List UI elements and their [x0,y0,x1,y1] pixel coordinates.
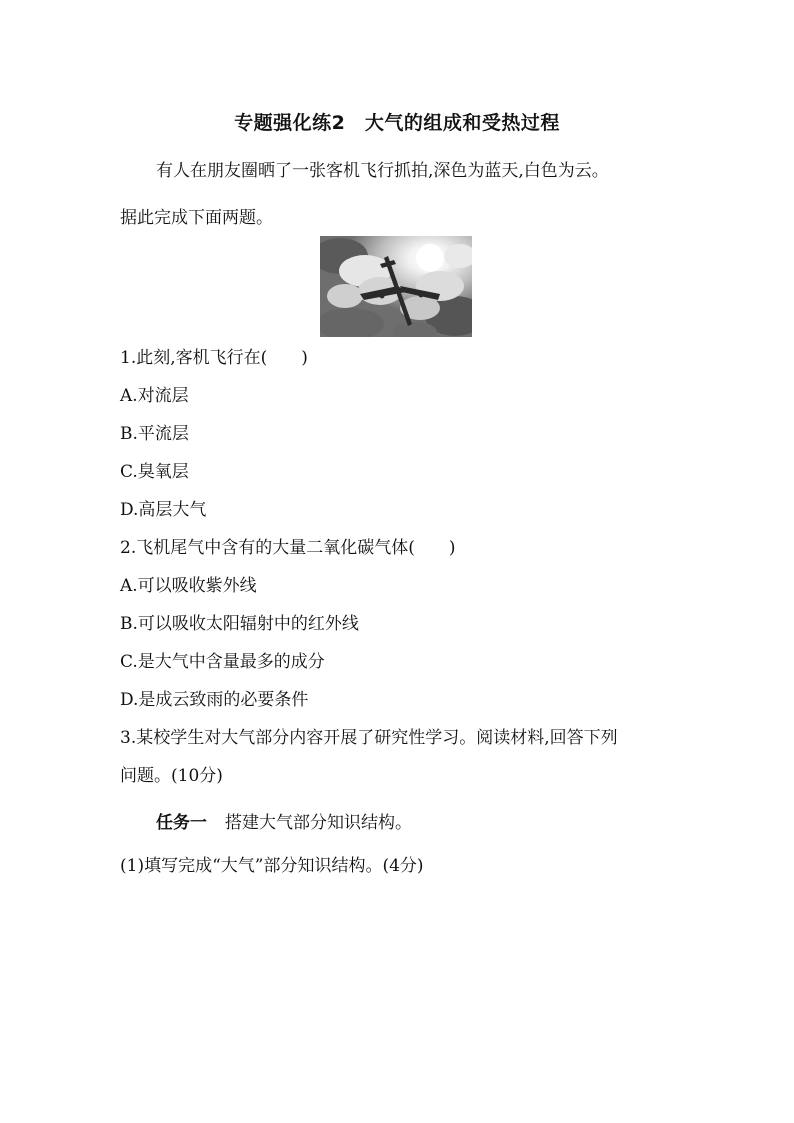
question-1-stem: 1.此刻,客机飞行在( ) [120,348,308,368]
airplane-photo [320,236,472,337]
intro-line-1: 有人在朋友圈晒了一张客机飞行抓拍,深色为蓝天,白色为云。 [156,161,609,181]
intro-line-2: 据此完成下面两题。 [120,208,273,228]
task-one-text: 搭建大气部分知识结构。 [225,813,412,833]
page-title: 专题强化练2 大气的组成和受热过程 [234,112,560,134]
question-1-option-b: B.平流层 [120,424,189,444]
question-2-option-a: A.可以吸收紫外线 [120,576,257,596]
question-2-stem: 2.飞机尾气中含有的大量二氧化碳气体( ) [120,538,456,558]
question-3-stem-line-2: 问题。(10分) [120,766,223,786]
question-2-option-c: C.是大气中含量最多的成分 [120,652,325,672]
question-3-stem-line-1: 3.某校学生对大气部分内容开展了研究性学习。阅读材料,回答下列 [120,728,618,748]
question-2-option-d: D.是成云致雨的必要条件 [120,690,309,710]
airplane-in-clouds-icon [320,236,472,337]
question-1-option-d: D.高层大气 [120,500,207,520]
task-one-line [156,812,412,834]
question-1-option-a: A.对流层 [120,386,189,406]
task-one-label: 任务一 [156,813,207,833]
question-3-sub-1: (1)填写完成“大气”部分知识结构。(4分) [120,856,424,876]
question-2-option-b: B.可以吸收太阳辐射中的红外线 [120,614,359,634]
question-1-option-c: C.臭氧层 [120,462,189,482]
